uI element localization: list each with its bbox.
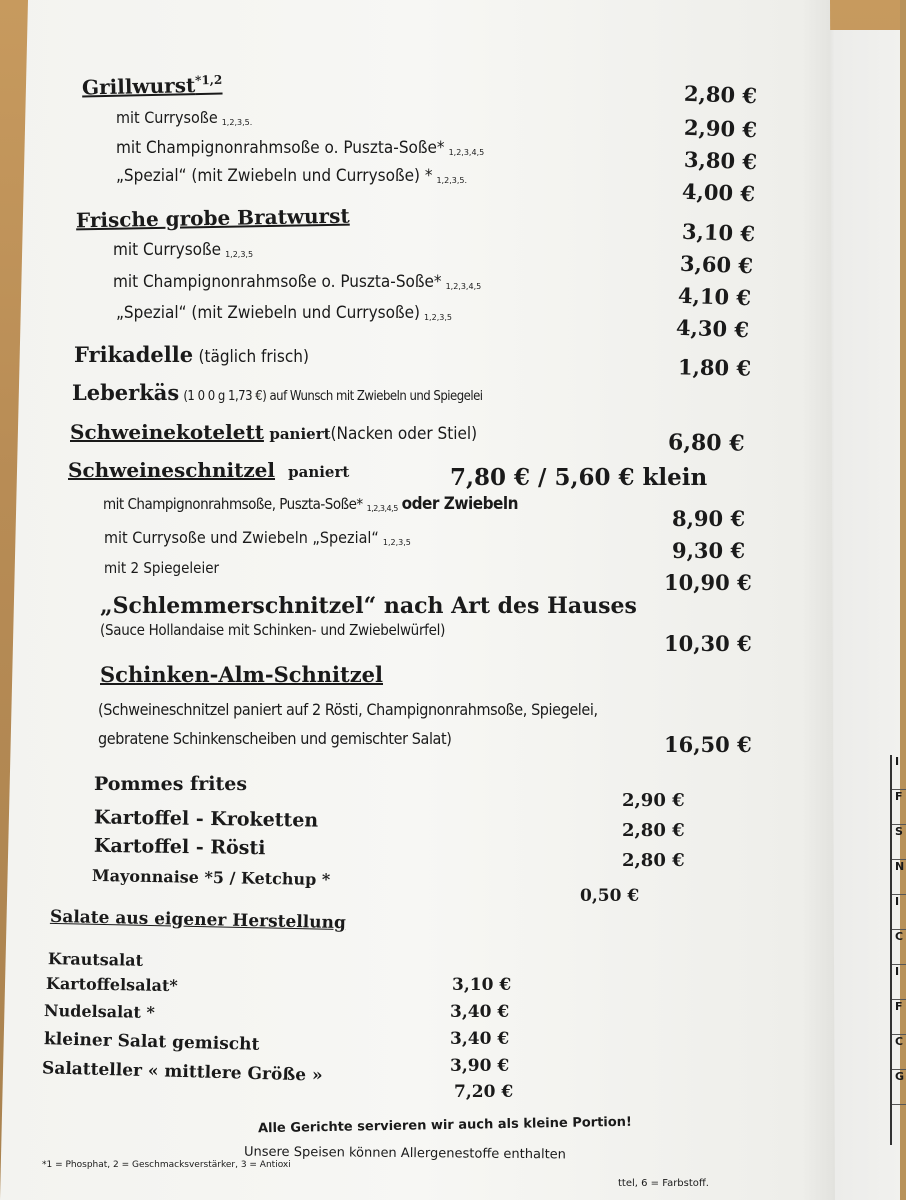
alm-desc-line1: (Schweineschnitzel paniert auf 2 Rösti, Champignonrahmsoße, Spiegelei, <box>98 700 598 719</box>
schnitzel-item: mit 2 Spiegeleier <box>104 559 220 577</box>
schnitzel-item-price: 10,90 € <box>664 570 752 595</box>
grillwurst-item: mit Champignonrahmsoße o. Puszta-Soße* $_{1,2,3,4,5}$ <box>116 138 485 158</box>
kotelett-line: Schweinekotelett paniert(Nacken oder Stiel) <box>70 420 478 444</box>
footer-portion-note: Alle Gerichte servieren wir auch als kleine Portion! <box>257 1114 633 1137</box>
next-page-row-letter: C <box>892 930 906 965</box>
footer-allergen-note: Unsere Speisen können Allergenestoffe enthalten <box>243 1144 567 1163</box>
beilage-label: Kartoffel - Rösti <box>93 834 266 860</box>
next-page-row-letter: C <box>892 1035 906 1070</box>
next-page-row-letter: I <box>892 755 906 790</box>
next-page-row-letter: N <box>892 860 906 895</box>
grillwurst-item-price: 4,00 € <box>681 178 756 207</box>
grillwurst-item: „Spezial“ (mit Zwiebeln und Currysoße) * $_{1,2,3,5.}$ <box>116 166 467 186</box>
schnitzel-price: 7,80 € / 5,60 € klein <box>450 464 708 491</box>
schlemmer-price: 10,30 € <box>664 631 752 656</box>
beilage-price: 2,90 € <box>622 790 685 811</box>
next-page-row-letter: F <box>892 790 906 825</box>
grillwurst-title: Grillwurst$^{*1,2}$ <box>81 72 223 100</box>
next-page-row-letter: S <box>892 825 906 860</box>
salat-price: 7,20 € <box>454 1082 514 1102</box>
salat-price: 3,10 € <box>452 975 512 995</box>
beilage-price: 0,50 € <box>580 886 640 906</box>
grillwurst-item: mit Currysoße $_{1,2,3,5.}$ <box>116 108 253 127</box>
salat-label: Krautsalat <box>47 949 144 970</box>
kotelett-price: 6,80 € <box>667 429 745 457</box>
next-page-row-letter: F <box>892 1000 906 1035</box>
frikadelle-line: Frikadelle (täglich frisch) <box>74 342 309 367</box>
schnitzel-line: Schweineschnitzel paniert <box>68 458 350 482</box>
next-page-table <box>890 755 906 1145</box>
salat-price: 3,40 € <box>450 1002 510 1022</box>
salat-price: 3,90 € <box>450 1056 510 1076</box>
bratwurst-item-price: 4,30 € <box>675 314 750 343</box>
alm-desc-line2: gebratene Schinkenscheiben und gemischter Salat) <box>98 729 452 748</box>
next-page-row-letter: I <box>892 895 906 930</box>
leberkaes-line: Leberkäs (1 0 0 g 1,73 €) auf Wunsch mit Zwiebeln und Spiegelei <box>72 380 483 405</box>
salat-label: kleiner Salat gemischt <box>43 1029 260 1055</box>
alm-title: Schinken-Alm-Schnitzel <box>100 662 383 687</box>
next-page-row-letter: G <box>892 1070 906 1105</box>
bratwurst-item-price: 4,10 € <box>677 282 752 311</box>
bratwurst-item-price: 3,60 € <box>679 250 754 279</box>
grillwurst-item-price: 2,90 € <box>683 114 758 143</box>
beilage-price: 2,80 € <box>622 850 685 871</box>
footnote-additives-right: ttel, 6 = Farbstoff. <box>618 1178 709 1189</box>
schnitzel-item-price: 8,90 € <box>672 506 746 531</box>
schnitzel-item: mit Currysoße und Zwiebeln „Spezial“ $_{1,2,3,5}$ <box>104 528 411 547</box>
footnote-additives-left: *1 = Phosphat, 2 = Geschmacksverstärker, 3 = Antioxi <box>42 1160 291 1170</box>
frikadelle-price: 1,80 € <box>677 354 752 381</box>
salat-label: Salatteller « mittlere Größe » <box>41 1058 323 1086</box>
schlemmer-desc: (Sauce Hollandaise mit Schinken- und Zwiebelwürfel) <box>100 621 446 639</box>
schnitzel-item: mit Champignonrahmsoße, Puszta-Soße* $_{1,2,3,4,5}$ oder Zwiebeln <box>103 494 519 514</box>
beilage-label: Mayonnaise *5 / Ketchup * <box>91 865 331 890</box>
bratwurst-item: mit Champignonrahmsoße o. Puszta-Soße* $_{1,2,3,4,5}$ <box>113 272 482 292</box>
next-page-row-letter: I <box>892 965 906 1000</box>
bratwurst-item: „Spezial“ (mit Zwiebeln und Currysoße) $_{1,2,3,5}$ <box>116 303 452 323</box>
salat-label: Nudelsalat * <box>43 1001 156 1022</box>
salat-price: 3,40 € <box>450 1029 510 1049</box>
bratwurst-item: mit Currysoße $_{1,2,3,5}$ <box>113 240 254 260</box>
grillwurst-item-price: 3,80 € <box>683 146 758 175</box>
grillwurst-price: 2,80 € <box>683 80 758 109</box>
salat-label: Kartoffelsalat* <box>45 973 178 996</box>
schlemmer-title: „Schlemmerschnitzel“ nach Art des Hauses <box>100 593 637 619</box>
alm-price: 16,50 € <box>664 732 752 757</box>
bratwurst-price: 3,10 € <box>681 218 756 247</box>
beilage-price: 2,80 € <box>622 820 685 841</box>
bratwurst-title: Frische grobe Bratwurst <box>75 203 350 233</box>
schnitzel-item-price: 9,30 € <box>672 538 746 563</box>
salate-title: Salate aus eigener Herstellung <box>49 906 347 934</box>
beilage-label: Kartoffel - Kroketten <box>93 806 319 832</box>
beilage-label: Pommes frites <box>94 773 248 795</box>
